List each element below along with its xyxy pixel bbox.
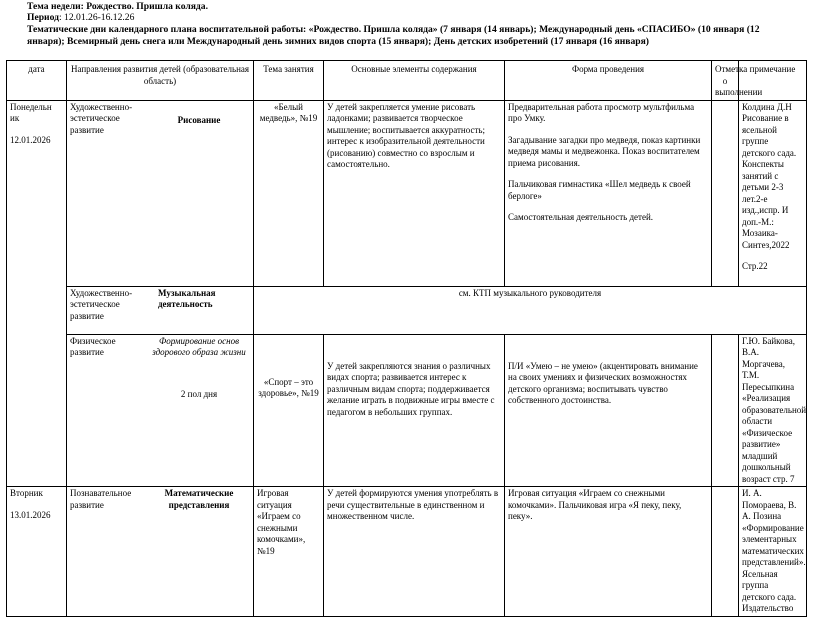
col-header-area: Направления развития детей (образовательная область) xyxy=(67,61,254,101)
area-cell xyxy=(67,286,254,334)
note-text-1: Колдина Д.Н Рисование в ясельной группе детского сада. Конспекты занятий с детьми 2-3 лет.2-е изд.,испр. И доп.-М.: Мозаика-Синтез,2022 xyxy=(742,101,797,250)
themes-value: «Рождество. Пришла коляда» (7 января (14 январь); Международный день «СПАСИБО» (10 января (12 января); Всемирный день снега или Международный день зимних видов спорта (15 января); День детских изобретений (17 января (16 января) xyxy=(27,24,760,47)
col-header-form: Форма проведения xyxy=(505,61,712,101)
area-cell xyxy=(67,487,254,617)
period-label: Период xyxy=(27,12,59,23)
activity-name: Музыкальная деятельность xyxy=(158,287,216,309)
note-text-2: Стр.22 xyxy=(742,261,768,271)
header-period xyxy=(27,12,797,24)
table-row xyxy=(7,334,807,487)
form-cell: Игровая ситуация «Играем со снежными комочками». Пальчиковая игра «Я пеку, пеку, пеку». xyxy=(505,487,712,617)
area-name: Физическое развитие xyxy=(70,335,116,357)
mark-cell xyxy=(712,334,739,487)
area-name: Художественно-эстетическое развитие xyxy=(70,287,133,321)
col-header-date: дата xyxy=(7,61,67,101)
col-header-mark: Отметка о выполнении xyxy=(712,61,739,101)
note-cell: И. А. Помораева, В. А. Позина «Формирование элементарных математических представлений». Ясельная группа детского сада. Издательство xyxy=(739,487,807,617)
activity-block xyxy=(148,336,250,401)
area-cell xyxy=(67,100,254,286)
themes-label: Тематические дни календарного плана воспитательной работы: xyxy=(27,24,307,35)
activity-name: Формирование основ здорового образа жизни xyxy=(152,335,246,357)
col-header-note: примечание xyxy=(739,61,807,101)
topic-cell: «Спорт – это здоровье», №19 xyxy=(254,334,324,487)
form-text-2: Загадывание загадки про медведя, показ картинки медведя мамы и медвежонка. Показ воспитателем приема рисования. xyxy=(508,134,701,168)
note-cell xyxy=(739,100,807,286)
week-value: Рождество. Пришла коляда. xyxy=(83,1,208,12)
area-cell xyxy=(67,334,254,487)
week-label: Тема недели: xyxy=(27,1,84,12)
activity-name: Математические представления xyxy=(164,488,234,510)
table-header-row xyxy=(7,61,807,101)
table-row xyxy=(7,100,807,286)
activity-name: Рисование xyxy=(177,114,221,125)
date-num: 12.01.2026 xyxy=(10,134,51,145)
area-name: Художественно-эстетическое развитие xyxy=(70,101,133,135)
mark-cell xyxy=(712,100,739,286)
area-name: Познавательное развитие xyxy=(70,488,132,510)
form-text-4: Самостоятельная деятельность детей. xyxy=(508,212,654,222)
date-day: Вторник xyxy=(10,488,43,498)
form-text-1: Предварительная работа просмотр мультфильма про Умку. xyxy=(508,101,695,123)
period-value: : 12.01.26-16.12.26 xyxy=(58,12,135,23)
date-cell xyxy=(7,487,67,617)
header-themes xyxy=(27,24,797,48)
table-row xyxy=(7,487,807,617)
topic-cell: Игровая ситуация «Играем со снежными комочками», №19 xyxy=(254,487,324,617)
form-cell xyxy=(505,100,712,286)
form-text-3: Пальчиковая гимнастика «Шел медведь к своей берлоге» xyxy=(508,179,691,201)
content-cell: У детей формируются умения употреблять в речи существительные в единственном и множественном числе. xyxy=(324,487,505,617)
topic-cell: «Белый медведь», №19 xyxy=(254,100,324,286)
content-cell: У детей закрепляется умение рисовать ладонками; развивается творческое мышление; воспитывается аккуратность; интерес к изобразительной деятельности (рисованию) совместно со взрослым и самостоятельно. xyxy=(324,100,505,286)
table-row xyxy=(7,286,807,334)
content-cell: У детей закрепляются знания о различных видах спорта; развивается интерес к различным видам спорта; поддерживается желание играть в подвижные игры вместе с педагогом в небольших группах. xyxy=(324,334,505,487)
plan-table xyxy=(6,60,807,617)
form-cell: П/И «Умею – не умею» (акцентировать внимание на своих умениях и физических возможностях детского организма; воспитывать чувство собственного достоинства. xyxy=(505,334,712,487)
col-header-topic: Тема занятия xyxy=(254,61,324,101)
date-day: Понедельн ик xyxy=(10,101,52,123)
date-cell xyxy=(7,100,67,487)
activity-time: 2 пол дня xyxy=(180,388,218,399)
date-num: 13.01.2026 xyxy=(10,509,51,520)
col-header-content: Основные элементы содержания xyxy=(324,61,505,101)
note-cell: Г.Ю. Байкова, В.А. Моргачева, Т.М. Пересыпкина «Реализация образовательной области «Физическое развитие» младший дошкольный возраст стр. 7 xyxy=(739,334,807,487)
merged-cell: см. КТП музыкального руководителя xyxy=(254,286,807,334)
mark-cell xyxy=(712,487,739,617)
